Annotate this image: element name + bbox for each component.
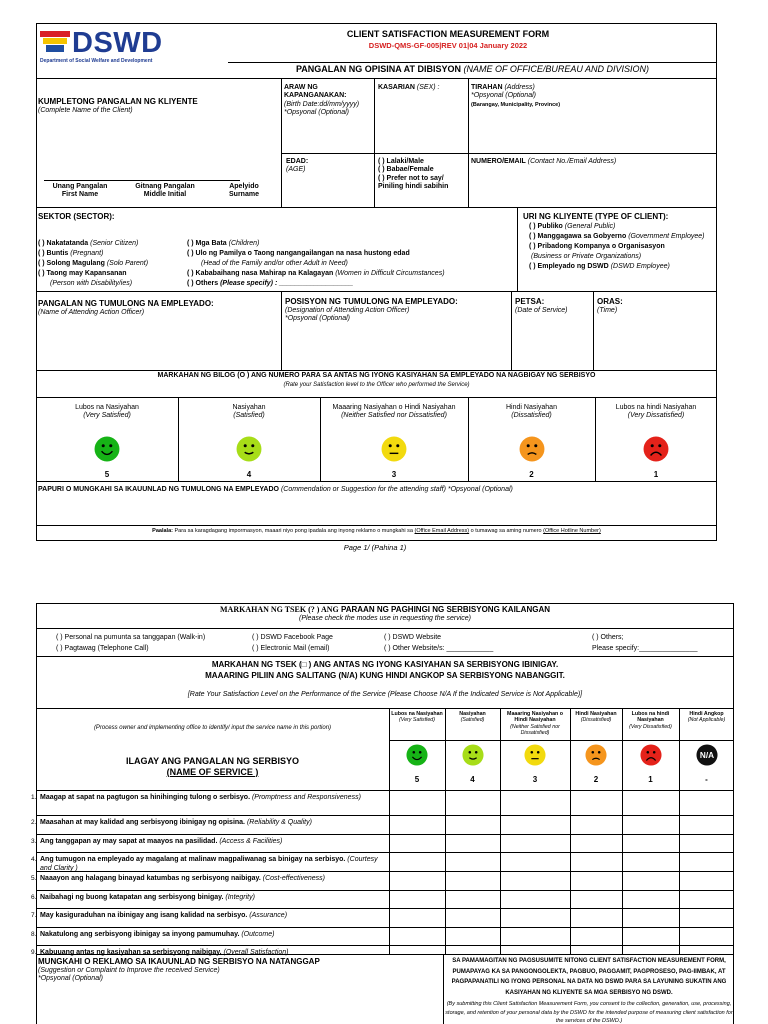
rating-cell[interactable]	[570, 852, 622, 871]
sex-label: KASARIAN (SEX) :	[378, 84, 440, 91]
officer-comment-label: PAPURI O MUNGKAHI SA IKAUUNLAD NG TUMULONG NA EMPLEYADO (Commendation or Suggestion for the attending staff) *Opsyonal (Optional)	[38, 486, 513, 493]
service-item-english: (Promptness and Responsiveness)	[250, 794, 361, 801]
rating-cell[interactable]	[570, 908, 622, 927]
service-item-label	[40, 818, 385, 827]
service-item-text: Naaayon ang halagang binayad katumbas ng serbisyong naibigay.	[40, 875, 261, 882]
rating-cell[interactable]	[500, 908, 570, 927]
rating-cell[interactable]	[570, 945, 622, 954]
rating-cell[interactable]	[445, 815, 500, 834]
rating-level-label: Lubos na hindi Nasiyahan	[615, 404, 697, 411]
rating-cell[interactable]	[389, 927, 445, 945]
service-item-number: 3.	[31, 838, 37, 845]
rating-cell[interactable]	[679, 890, 734, 908]
rating-cell[interactable]	[445, 890, 500, 908]
rating-cell[interactable]	[389, 871, 445, 890]
service-item-english: (Integrity)	[223, 894, 255, 901]
rating-cell[interactable]	[445, 790, 500, 815]
rating-cell[interactable]	[500, 927, 570, 945]
rating-cell[interactable]	[445, 908, 500, 927]
rating-level-english: (Neither Satisfied nor Dissatisfied)	[341, 412, 447, 420]
rating-cell[interactable]	[622, 927, 679, 945]
rating-cell[interactable]	[570, 834, 622, 852]
rating-level-english: (Dissatisfied)	[511, 412, 552, 420]
rating-cell[interactable]	[679, 790, 734, 815]
office-label: PANGALAN NG OPISINA AT DIBISYON (NAME OF OFFICE/BUREAU AND DIVISION)	[295, 64, 650, 74]
service-item-label	[40, 893, 385, 902]
service-item-number: 4.	[31, 856, 37, 863]
rating-cell[interactable]	[500, 852, 570, 871]
middle-name-label: Gitnang Pangalan Middle Initial	[135, 183, 195, 199]
age-label: EDAD: (AGE)	[286, 158, 309, 174]
service-item-text: Maasahan at may kalidad ang serbisyong ibinigay ng opisina.	[40, 819, 245, 826]
service-item-label	[40, 930, 385, 939]
rating-cell[interactable]	[389, 852, 445, 871]
service-item-label	[40, 793, 385, 802]
service-item-number: 2.	[31, 819, 37, 826]
rating-cell[interactable]	[679, 815, 734, 834]
rating-cell[interactable]	[679, 871, 734, 890]
service-item-text: May kasiguraduhan na ibinigay ang isang kalidad na serbisyo.	[40, 912, 248, 919]
rating-level-number: 5	[104, 469, 110, 479]
service-item-english: (Assurance)	[247, 912, 288, 919]
dissatisfied-face-icon	[519, 436, 545, 462]
rating-cell[interactable]	[622, 871, 679, 890]
satisfied-face-icon	[462, 744, 484, 766]
column-header-english: (Very Dissatisfied)	[629, 723, 672, 730]
service-item-text: Nakatulong ang serbisyong ibinigay sa inyong pamumuhay.	[40, 931, 240, 938]
rating-cell[interactable]	[500, 834, 570, 852]
rating-level-label: Hindi Nasiyahan	[506, 404, 557, 411]
rating-cell[interactable]	[445, 927, 500, 945]
rating-cell[interactable]	[500, 871, 570, 890]
sector-col2[interactable]: ( ) Mga Bata (Children) ( ) Ulo ng Pamilya o Taong nangangailangan na nasa hustong edad (Head of the Family and/or other Adult in Need) ( ) Kababaihang nasa Mahirap na Kalagayan (Women in Difficult Circumstances) ( ) Others (Please specify) : ___________________	[187, 240, 445, 287]
service-item-text: Maagap at sapat na pagtugon sa hinihinging tulong o serbisyo.	[40, 794, 251, 801]
neutral-face-icon	[524, 744, 546, 766]
column-number: 2	[593, 775, 599, 784]
rating-level-english: (Very Dissatisfied)	[627, 412, 685, 420]
first-name-label: Unang Pangalan First Name	[52, 183, 108, 199]
rate-instructions: MARKAHAN NG TSEK (□ ) ANG ANTAS NG IYONG KASIYAHAN SA SERBISYONG IBINIGAY. MAAARING PILIIN ANG SALITANG (N/A) KUNG HINDI ANGKOP SA SERBISYONG NABANGGIT. [Rate Your Satisfaction Level on the Performance of the Service (Please Choose N/A If the Indicated Service is Not Applicable)]	[187, 660, 583, 698]
column-header-2	[570, 711, 622, 724]
svg-text:N/A: N/A	[699, 751, 714, 761]
rating-level-label: Maaaring Nasiyahan o Hindi Nasiyahan	[332, 404, 456, 411]
rating-cell[interactable]	[445, 945, 500, 954]
column-header-label: Hindi Nasiyahan	[575, 711, 617, 717]
column-header-label: Hindi Angkop	[689, 711, 724, 717]
rating-cell[interactable]	[389, 815, 445, 834]
service-item-number: 7.	[31, 912, 37, 919]
service-item-label	[40, 874, 385, 883]
rating-level-number: 2	[529, 469, 534, 479]
service-item-row	[31, 927, 389, 945]
service-item-label	[40, 911, 385, 920]
form-code: DSWD-QMS-GF-005|REV 01|04 January 2022	[368, 41, 528, 50]
rating-cell[interactable]	[622, 815, 679, 834]
very-satisfied-face-icon	[406, 744, 428, 766]
column-header-label: Maaaring Nasiyahan o Hindi Nasiyahan	[507, 711, 563, 724]
rating-cell[interactable]	[570, 890, 622, 908]
sector-label: SEKTOR (SECTOR):	[38, 212, 115, 221]
service-item-row	[31, 790, 389, 815]
column-header-label: Lubos na Nasiyahan	[391, 711, 443, 717]
column-number: -	[705, 775, 708, 784]
office-line	[228, 62, 717, 63]
very-dissatisfied-face-icon	[640, 744, 662, 766]
service-item-row	[31, 815, 389, 834]
paalala-note: Paalala: Para sa karagdagang impormasyon, maaari niyo pong ipadala ang inyong reklamo o mungkahi sa (Office Email Address) o tumawag sa aming numero (Office Hotline Number)	[152, 528, 601, 534]
rating-level-4[interactable]	[178, 404, 320, 479]
rating-cell[interactable]	[389, 834, 445, 852]
rating-level-number: 4	[246, 469, 252, 479]
dissatisfied-face-icon	[585, 744, 607, 766]
dswd-emblem-icon	[40, 28, 70, 56]
service-item-number: 5.	[31, 875, 37, 882]
service-item-row	[31, 945, 389, 956]
sex-options[interactable]: ( ) Lalaki/Male ( ) Babae/Female ( ) Prefer not to say/ Piniling hindi sabihin	[378, 158, 449, 191]
service-item-text: Ang tanggapan ay may sapat at maayos na pasilidad.	[40, 838, 218, 845]
service-item-english: (Reliability & Quality)	[245, 819, 312, 826]
service-item-label	[40, 948, 385, 957]
service-item-number: 6.	[31, 894, 37, 901]
dswd-logo	[40, 28, 175, 68]
rating-level-label: Lubos na Nasiyahan	[75, 404, 139, 411]
rating-cell[interactable]	[622, 834, 679, 852]
rating-level-number: 1	[653, 469, 659, 479]
service-item-english: (Overall Satisfaction)	[221, 949, 289, 956]
column-header-english: (Very Satisfied)	[398, 717, 435, 724]
client-name-label: KUMPLETONG PANGALAN NG KLIYENTE (Complete Name of the Client)	[38, 97, 198, 114]
service-item-number: 8.	[31, 931, 37, 938]
rating-cell[interactable]	[389, 890, 445, 908]
rating-level-label: Nasiyahan	[232, 404, 266, 411]
logo-text: DSWD	[72, 27, 163, 59]
process-note: (Process owner and implementing office to identify/ input the service name in this portion)	[93, 725, 332, 731]
rating-cell[interactable]	[679, 834, 734, 852]
rating-cell[interactable]	[445, 834, 500, 852]
rating-cell[interactable]	[570, 815, 622, 834]
service-item-english: (Access & Facilities)	[217, 838, 283, 845]
service-item-english: (Cost-effectiveness)	[260, 875, 326, 882]
rating-cell[interactable]	[445, 871, 500, 890]
rating-cell[interactable]	[622, 890, 679, 908]
column-header-english: (Not Applicable)	[687, 717, 726, 724]
rating-title: MARKAHAN NG BILOG (O ) ANG NUMERO PARA SA ANTAS NG IYONG KASIYAHAN SA EMPLEYADO NA NAGBIGAY NG SERBISYO (Rate your Satisfaction level to the Officer who performed the Service)	[157, 372, 596, 389]
rating-level-english: (Very Satisfied)	[83, 412, 131, 420]
column-header-english: (Dissatisfied)	[580, 717, 612, 724]
column-number: 3	[532, 775, 538, 784]
rating-cell[interactable]	[500, 890, 570, 908]
service-item-row	[31, 834, 389, 852]
consent-text: SA PAMAMAGITAN NG PAGSUSUMITE NITONG CLIENT SATISFACTION MEASUREMENT FORM, PUMAPAYAG KA SA PANGONGOLEKTA, PAGBUO, PAGGAMIT, PAGPROSESO, PAG-IIMBAK, AT PAGPAPANATILI NG IYONG PERSONAL NA DATA NG DSWD PARA SA LAYUNING SUKATIN ANG KASIYAHAN NG KLIYENTE SA MGA SERBISYO NG DSWD. (By submitting this Client Satisfaction Measurement Form, you consent to the collection, generation, use, processing, storage, and retention of your personal data by the DSWD for the intended purpose of measuring client satisfaction for the services of the DSWD.)	[445, 958, 733, 1024]
service-item-row	[31, 871, 389, 890]
service-item-number: 9.	[31, 949, 37, 956]
column-number: 5	[414, 775, 420, 784]
rating-cell[interactable]	[570, 871, 622, 890]
logo-tagline: Department of Social Welfare and Development	[40, 58, 153, 64]
column-header-na	[679, 711, 734, 724]
form-title: CLIENT SATISFACTION MEASUREMENT FORM	[346, 29, 550, 39]
client-type[interactable]: URI NG KLIYENTE (TYPE OF CLIENT): ( ) Publiko (General Public) ( ) Manggagawa sa Gobyerno (Government Employee) ( ) Pribadong Kompanya o Organisasyon (Business or Private Organizations) ( ) Empleyado ng DSWD (DSWD Employee)	[523, 212, 705, 270]
column-number: 4	[470, 775, 475, 784]
service-item-row	[31, 852, 389, 872]
column-header-label: Lubos na hindi Nasiyahan	[631, 711, 670, 724]
service-name-label: ILAGAY ANG PANGALAN NG SERBISYO (NAME OF SERVICE )	[125, 756, 300, 777]
birthdate-label: ARAW NG KAPANGANAKAN: (Birth Date:dd/mm/yyyy) *Opsyonal (Optional)	[284, 84, 360, 117]
rating-level-english: (Satisfied)	[233, 412, 265, 420]
rating-level-number: 3	[391, 469, 397, 479]
rating-level-1[interactable]	[595, 404, 717, 479]
column-header-english: (Satisfied)	[460, 717, 485, 724]
rating-cell[interactable]	[622, 852, 679, 871]
column-header-3	[500, 711, 570, 736]
rating-cell[interactable]	[500, 790, 570, 815]
rating-level-2[interactable]	[468, 404, 595, 479]
rating-cell[interactable]	[679, 945, 734, 954]
page-label: Page 1/ (Pahina 1)	[343, 543, 407, 552]
service-item-row	[31, 908, 389, 927]
rating-cell[interactable]	[389, 790, 445, 815]
rating-cell[interactable]	[500, 945, 570, 954]
last-name-label: Apelyido Surname	[229, 183, 259, 199]
rating-cell[interactable]	[570, 790, 622, 815]
rating-cell[interactable]	[445, 852, 500, 871]
column-header-1	[622, 711, 679, 730]
sector-col1[interactable]: ( ) Nakatatanda (Senior Citizen) ( ) Buntis (Pregnant) ( ) Solong Magulang (Solo Parent) ( ) Taong may Kapansanan (Person with Disability/ies)	[38, 240, 149, 287]
complaint-label: MUNGKAHI O REKLAMO SA IKAUUNLAD NG SERBISYO NA NATANGGAP (Suggestion or Complaint to Improve the received Service) *Opsyonal (Optional)	[38, 957, 320, 982]
date-label: PETSA: (Date of Service)	[515, 297, 568, 314]
rating-cell[interactable]	[389, 945, 445, 954]
service-item-english: (Outcome)	[239, 931, 275, 938]
not-applicable-icon	[696, 744, 718, 766]
rating-level-5[interactable]	[36, 404, 178, 479]
column-header-english: (Neither Satisfied nor Dissatisfied)	[510, 723, 560, 736]
very-satisfied-face-icon	[94, 436, 120, 462]
rating-cell[interactable]	[622, 790, 679, 815]
officer-position-label: POSISYON NG TUMULONG NA EMPLEYADO: (Designation of Attending Action Officer) *Opsyonal (Optional)	[285, 297, 458, 322]
rating-cell[interactable]	[389, 908, 445, 927]
rating-level-3[interactable]	[320, 404, 468, 479]
rating-cell[interactable]	[622, 945, 679, 954]
officer-name-label: PANGALAN NG TUMULONG NA EMPLEYADO: (Name of Attending Action Officer)	[38, 299, 214, 316]
service-item-text: Naibahagi ng buong katapatan ang serbisyong binigay.	[40, 894, 224, 901]
rating-cell[interactable]	[570, 927, 622, 945]
time-label: ORAS: (Time)	[597, 297, 623, 314]
rating-cell[interactable]	[679, 927, 734, 945]
rating-cell[interactable]	[679, 908, 734, 927]
column-header-5	[389, 711, 445, 724]
column-header-label: Nasiyahan	[459, 711, 486, 717]
rating-cell[interactable]	[679, 852, 734, 871]
service-item-english: (Courtesy and Clarity )	[40, 856, 378, 872]
service-item-label	[40, 837, 385, 846]
neutral-face-icon	[381, 436, 407, 462]
service-item-row	[31, 890, 389, 908]
contact-label: NUMERO/EMAIL (Contact No./Email Address)	[471, 158, 617, 165]
service-item-text: Ang tumugon na empleyado ay magalang at malinaw magpaliwanag sa binigay na serbisyo.	[40, 856, 346, 863]
rating-cell[interactable]	[622, 908, 679, 927]
satisfied-face-icon	[236, 436, 262, 462]
column-header-4	[445, 711, 500, 724]
very-dissatisfied-face-icon	[643, 436, 669, 462]
column-number: 1	[648, 775, 653, 784]
service-item-text: Kabuuang antas ng kasiyahan sa serbisyong naibigay.	[40, 949, 222, 956]
service-item-number: 1.	[31, 794, 37, 801]
rating-cell[interactable]	[500, 815, 570, 834]
mode-title: MARKAHAN NG TSEK (? ) ANG PARAAN NG PAGHINGI NG SERBISYONG KAILANGAN (Please check the modes use in requesting the service)	[219, 605, 551, 622]
address-label: TIRAHAN (Address) *Opsyonal (Optional) (Barangay, Municipality, Province)	[471, 84, 561, 108]
